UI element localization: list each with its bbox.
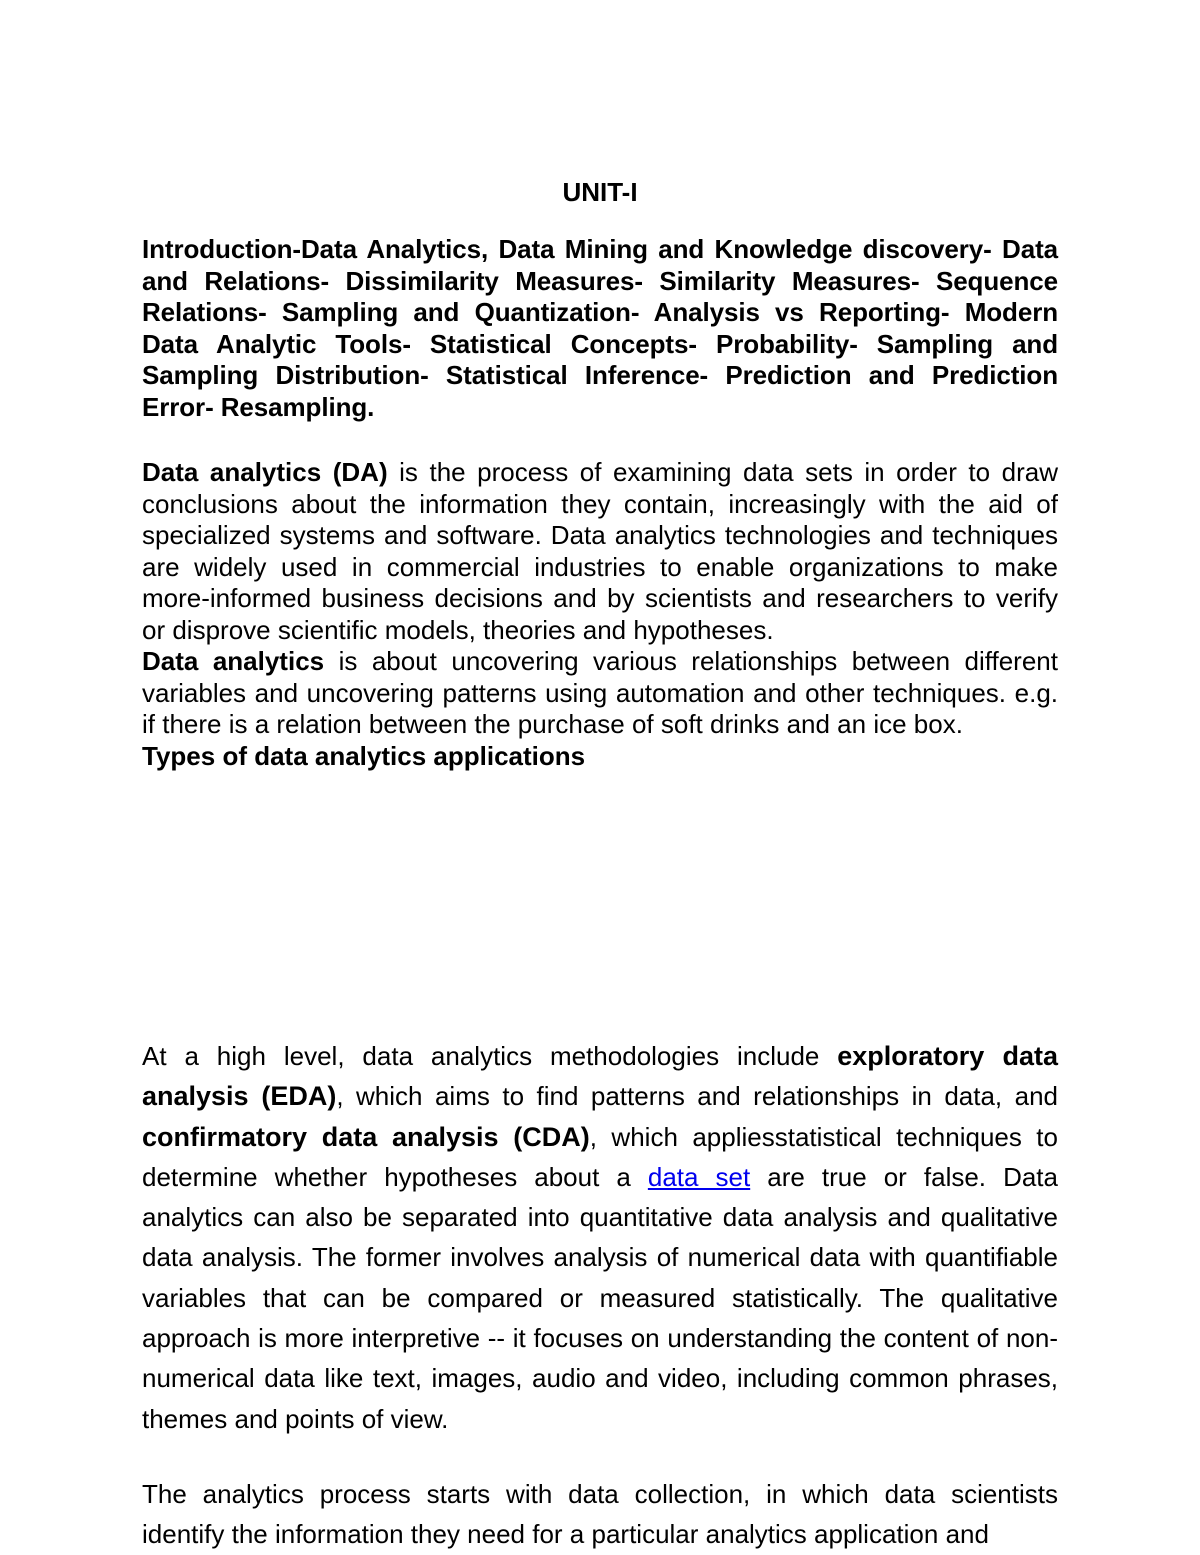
unit-title: UNIT-I [562,177,638,207]
term-data-analytics: Data analytics [142,646,325,676]
paragraph-definition [142,457,1058,646]
paragraph-analytics-process: The analytics process starts with data collection, in which data scientists identify the information they need for a particular analytics application and [142,1479,1058,1550]
paragraph-methodologies [142,1036,1058,1439]
term-data-analytics-da: Data analytics (DA) [142,457,388,487]
methodologies-text-2: , which aims to find patterns and relationships in data, and [336,1081,1058,1112]
data-set-link[interactable]: data set [647,1161,751,1192]
syllabus-topics: Introduction-Data Analytics, Data Mining and Knowledge discovery- Data and Relations- Dissimilarity Measures- Similarity Measures- Sequence Relations- Sampling and Quantization- Analysis vs Reporting- Modern Data Analytic Tools- Statistical Concepts- Probability- Sampling and Sampling Distribution- Statistical Inference- Prediction and Prediction Error- Resampling. [142,234,1058,422]
definition-text: is the process of examining data sets in order to draw conclusions about the information they contain, increasingly with the aid of specialized systems and software. Data analytics technologies and techniques are widely used in commercial industries to enable organizations to make more-informed business decisions and by scientists and researchers to verify or disprove scientific models, theories and hypotheses. [142,457,1058,645]
methodologies-text-4: are true or false. Data analytics can also be separated into quantitative data analysis and qualitative data analysis. The former involves analysis of numerical data with quantifiable variables that can be compared or measured statistically. The qualitative approach is more interpretive -- it focuses on understanding the content of non-numerical data like text, images, audio and video, including common phrases, themes and points of view. [142,1161,1058,1434]
term-cda: confirmatory data analysis (CDA) [142,1121,590,1152]
term-eda: exploratory data analysis (EDA) [142,1041,1058,1112]
paragraph-relationships [142,646,1058,741]
relationships-text: is about uncovering various relationships between different variables and uncovering patterns using automation and other techniques. e.g. if there is a relation between the purchase of soft drinks and an ice box. [142,646,1058,739]
methodologies-text-1: At a high level, data analytics methodologies include [142,1041,838,1071]
methodologies-text-3: , which appliesstatistical techniques to determine whether hypotheses about a [142,1121,1058,1192]
intro-section [142,457,1058,772]
section-heading-types: Types of data analytics applications [142,740,586,771]
